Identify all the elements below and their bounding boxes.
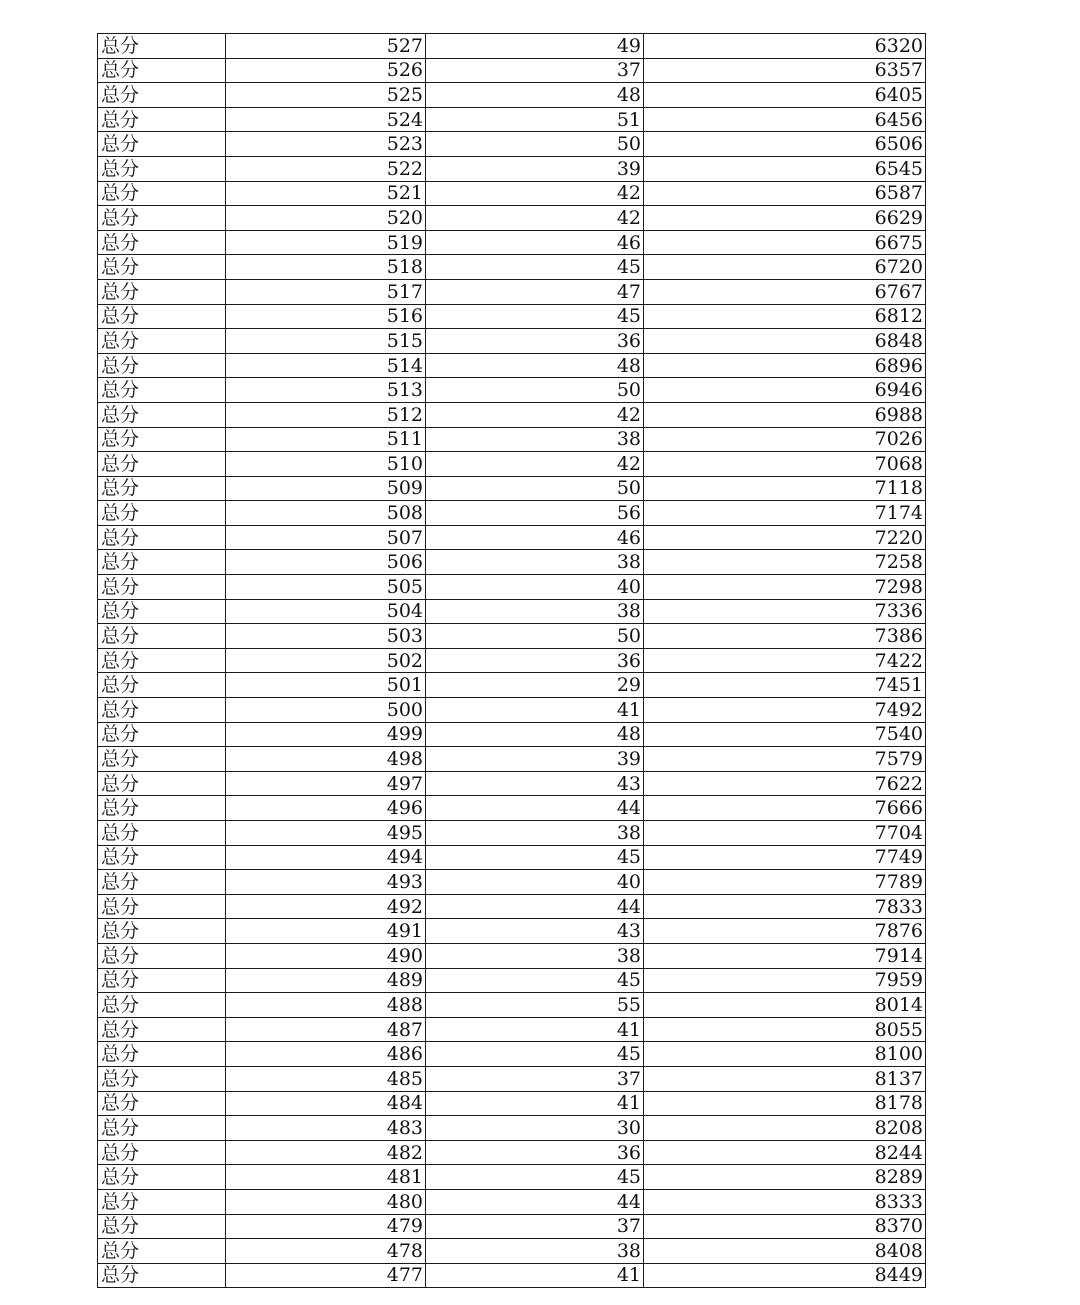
subject-label-cell: 总分 <box>98 771 226 796</box>
count-cell: 47 <box>426 279 644 304</box>
score-cell: 483 <box>226 1116 426 1141</box>
subject-label-cell: 总分 <box>98 1091 226 1116</box>
count-cell: 46 <box>426 525 644 550</box>
cumulative-count-cell: 6587 <box>644 181 926 206</box>
subject-label-cell: 总分 <box>98 648 226 673</box>
count-cell: 38 <box>426 943 644 968</box>
subject-label-cell: 总分 <box>98 1042 226 1067</box>
count-cell: 36 <box>426 648 644 673</box>
table-row <box>98 771 926 796</box>
count-cell: 42 <box>426 181 644 206</box>
score-cell: 498 <box>226 747 426 772</box>
count-cell: 51 <box>426 107 644 132</box>
table-row <box>98 476 926 501</box>
table-row <box>98 575 926 600</box>
cumulative-count-cell: 7959 <box>644 968 926 993</box>
count-cell: 41 <box>426 1091 644 1116</box>
score-cell: 494 <box>226 845 426 870</box>
count-cell: 44 <box>426 1189 644 1214</box>
subject-label-cell: 总分 <box>98 329 226 354</box>
cumulative-count-cell: 6456 <box>644 107 926 132</box>
table-row <box>98 255 926 280</box>
count-cell: 46 <box>426 230 644 255</box>
table-row <box>98 1091 926 1116</box>
score-cell: 480 <box>226 1189 426 1214</box>
score-cell: 507 <box>226 525 426 550</box>
table-row <box>98 402 926 427</box>
table-row <box>98 550 926 575</box>
count-cell: 56 <box>426 501 644 526</box>
table-row <box>98 107 926 132</box>
count-cell: 41 <box>426 1263 644 1288</box>
cumulative-count-cell: 8408 <box>644 1239 926 1264</box>
table-row <box>98 1214 926 1239</box>
cumulative-count-cell: 7118 <box>644 476 926 501</box>
score-cell: 495 <box>226 821 426 846</box>
count-cell: 48 <box>426 83 644 108</box>
cumulative-count-cell: 8370 <box>644 1214 926 1239</box>
subject-label-cell: 总分 <box>98 993 226 1018</box>
count-cell: 41 <box>426 1017 644 1042</box>
cumulative-count-cell: 8100 <box>644 1042 926 1067</box>
table-row <box>98 427 926 452</box>
cumulative-count-cell: 8289 <box>644 1165 926 1190</box>
score-cell: 513 <box>226 378 426 403</box>
table-body <box>98 34 926 1288</box>
table-row <box>98 1066 926 1091</box>
count-cell: 55 <box>426 993 644 1018</box>
cumulative-count-cell: 6767 <box>644 279 926 304</box>
cumulative-count-cell: 8178 <box>644 1091 926 1116</box>
subject-label-cell: 总分 <box>98 722 226 747</box>
subject-label-cell: 总分 <box>98 1017 226 1042</box>
count-cell: 41 <box>426 698 644 723</box>
table-row <box>98 796 926 821</box>
count-cell: 50 <box>426 378 644 403</box>
count-cell: 39 <box>426 747 644 772</box>
count-cell: 29 <box>426 673 644 698</box>
subject-label-cell: 总分 <box>98 206 226 231</box>
table-row <box>98 698 926 723</box>
score-cell: 512 <box>226 402 426 427</box>
cumulative-count-cell: 7622 <box>644 771 926 796</box>
table-row <box>98 501 926 526</box>
count-cell: 38 <box>426 821 644 846</box>
score-cell: 491 <box>226 919 426 944</box>
subject-label-cell: 总分 <box>98 599 226 624</box>
count-cell: 37 <box>426 1214 644 1239</box>
table-row <box>98 1165 926 1190</box>
table-row <box>98 1263 926 1288</box>
count-cell: 48 <box>426 722 644 747</box>
cumulative-count-cell: 7540 <box>644 722 926 747</box>
table-row <box>98 894 926 919</box>
cumulative-count-cell: 7876 <box>644 919 926 944</box>
score-cell: 490 <box>226 943 426 968</box>
cumulative-count-cell: 7298 <box>644 575 926 600</box>
cumulative-count-cell: 6896 <box>644 353 926 378</box>
cumulative-count-cell: 8014 <box>644 993 926 1018</box>
cumulative-count-cell: 7386 <box>644 624 926 649</box>
subject-label-cell: 总分 <box>98 821 226 846</box>
table-row <box>98 1189 926 1214</box>
table-row <box>98 722 926 747</box>
score-cell: 492 <box>226 894 426 919</box>
score-cell: 502 <box>226 648 426 673</box>
cumulative-count-cell: 7749 <box>644 845 926 870</box>
count-cell: 45 <box>426 845 644 870</box>
count-cell: 50 <box>426 624 644 649</box>
subject-label-cell: 总分 <box>98 427 226 452</box>
subject-label-cell: 总分 <box>98 452 226 477</box>
count-cell: 45 <box>426 1042 644 1067</box>
count-cell: 40 <box>426 870 644 895</box>
score-cell: 500 <box>226 698 426 723</box>
count-cell: 40 <box>426 575 644 600</box>
score-cell: 506 <box>226 550 426 575</box>
count-cell: 38 <box>426 1239 644 1264</box>
count-cell: 38 <box>426 599 644 624</box>
subject-label-cell: 总分 <box>98 353 226 378</box>
score-cell: 481 <box>226 1165 426 1190</box>
table-row <box>98 279 926 304</box>
table-row <box>98 968 926 993</box>
subject-label-cell: 总分 <box>98 181 226 206</box>
table-row <box>98 870 926 895</box>
subject-label-cell: 总分 <box>98 1165 226 1190</box>
cumulative-count-cell: 6988 <box>644 402 926 427</box>
subject-label-cell: 总分 <box>98 870 226 895</box>
table-row <box>98 845 926 870</box>
score-cell: 501 <box>226 673 426 698</box>
count-cell: 49 <box>426 34 644 59</box>
cumulative-count-cell: 7666 <box>644 796 926 821</box>
score-cell: 510 <box>226 452 426 477</box>
cumulative-count-cell: 8055 <box>644 1017 926 1042</box>
count-cell: 45 <box>426 304 644 329</box>
cumulative-count-cell: 7451 <box>644 673 926 698</box>
score-cell: 519 <box>226 230 426 255</box>
score-cell: 493 <box>226 870 426 895</box>
table-row <box>98 34 926 59</box>
cumulative-count-cell: 8244 <box>644 1140 926 1165</box>
subject-label-cell: 总分 <box>98 673 226 698</box>
subject-label-cell: 总分 <box>98 1116 226 1141</box>
score-cell: 504 <box>226 599 426 624</box>
subject-label-cell: 总分 <box>98 501 226 526</box>
count-cell: 44 <box>426 894 644 919</box>
score-cell: 486 <box>226 1042 426 1067</box>
cumulative-count-cell: 7704 <box>644 821 926 846</box>
subject-label-cell: 总分 <box>98 698 226 723</box>
table-row <box>98 304 926 329</box>
table-row <box>98 648 926 673</box>
count-cell: 30 <box>426 1116 644 1141</box>
subject-label-cell: 总分 <box>98 107 226 132</box>
cumulative-count-cell: 6320 <box>644 34 926 59</box>
cumulative-count-cell: 7579 <box>644 747 926 772</box>
table-row <box>98 452 926 477</box>
score-cell: 523 <box>226 132 426 157</box>
cumulative-count-cell: 8333 <box>644 1189 926 1214</box>
table-row <box>98 525 926 550</box>
score-cell: 485 <box>226 1066 426 1091</box>
table-row <box>98 156 926 181</box>
score-cell: 509 <box>226 476 426 501</box>
cumulative-count-cell: 7336 <box>644 599 926 624</box>
subject-label-cell: 总分 <box>98 550 226 575</box>
count-cell: 42 <box>426 206 644 231</box>
cumulative-count-cell: 7914 <box>644 943 926 968</box>
score-distribution-table <box>97 33 926 1288</box>
score-cell: 522 <box>226 156 426 181</box>
cumulative-count-cell: 7220 <box>644 525 926 550</box>
count-cell: 45 <box>426 968 644 993</box>
table-row <box>98 83 926 108</box>
subject-label-cell: 总分 <box>98 525 226 550</box>
table-row <box>98 132 926 157</box>
score-cell: 488 <box>226 993 426 1018</box>
cumulative-count-cell: 7068 <box>644 452 926 477</box>
count-cell: 43 <box>426 919 644 944</box>
table-row <box>98 599 926 624</box>
table-row <box>98 821 926 846</box>
cumulative-count-cell: 7833 <box>644 894 926 919</box>
score-cell: 516 <box>226 304 426 329</box>
table-row <box>98 993 926 1018</box>
cumulative-count-cell: 6720 <box>644 255 926 280</box>
count-cell: 45 <box>426 255 644 280</box>
table-row <box>98 1116 926 1141</box>
subject-label-cell: 总分 <box>98 476 226 501</box>
cumulative-count-cell: 6848 <box>644 329 926 354</box>
subject-label-cell: 总分 <box>98 1140 226 1165</box>
cumulative-count-cell: 6946 <box>644 378 926 403</box>
score-cell: 520 <box>226 206 426 231</box>
cumulative-count-cell: 6812 <box>644 304 926 329</box>
cumulative-count-cell: 7789 <box>644 870 926 895</box>
count-cell: 37 <box>426 1066 644 1091</box>
score-cell: 499 <box>226 722 426 747</box>
table-row <box>98 1042 926 1067</box>
cumulative-count-cell: 6357 <box>644 58 926 83</box>
table-row <box>98 1017 926 1042</box>
count-cell: 39 <box>426 156 644 181</box>
score-cell: 477 <box>226 1263 426 1288</box>
score-cell: 518 <box>226 255 426 280</box>
subject-label-cell: 总分 <box>98 1263 226 1288</box>
cumulative-count-cell: 7492 <box>644 698 926 723</box>
count-cell: 48 <box>426 353 644 378</box>
score-cell: 497 <box>226 771 426 796</box>
count-cell: 45 <box>426 1165 644 1190</box>
table-row <box>98 1140 926 1165</box>
score-cell: 478 <box>226 1239 426 1264</box>
table-row <box>98 943 926 968</box>
score-cell: 524 <box>226 107 426 132</box>
subject-label-cell: 总分 <box>98 1239 226 1264</box>
table-row <box>98 378 926 403</box>
score-cell: 505 <box>226 575 426 600</box>
score-cell: 515 <box>226 329 426 354</box>
score-cell: 508 <box>226 501 426 526</box>
subject-label-cell: 总分 <box>98 156 226 181</box>
table-row <box>98 230 926 255</box>
score-cell: 526 <box>226 58 426 83</box>
count-cell: 50 <box>426 132 644 157</box>
cumulative-count-cell: 6545 <box>644 156 926 181</box>
count-cell: 36 <box>426 1140 644 1165</box>
subject-label-cell: 总分 <box>98 624 226 649</box>
count-cell: 42 <box>426 452 644 477</box>
table-row <box>98 673 926 698</box>
subject-label-cell: 总分 <box>98 796 226 821</box>
count-cell: 37 <box>426 58 644 83</box>
score-cell: 511 <box>226 427 426 452</box>
score-cell: 517 <box>226 279 426 304</box>
score-cell: 525 <box>226 83 426 108</box>
subject-label-cell: 总分 <box>98 83 226 108</box>
cumulative-count-cell: 7422 <box>644 648 926 673</box>
cumulative-count-cell: 7174 <box>644 501 926 526</box>
count-cell: 44 <box>426 796 644 821</box>
subject-label-cell: 总分 <box>98 255 226 280</box>
score-cell: 496 <box>226 796 426 821</box>
table-row <box>98 58 926 83</box>
table-row <box>98 919 926 944</box>
table-row <box>98 624 926 649</box>
table-row <box>98 353 926 378</box>
count-cell: 38 <box>426 427 644 452</box>
cumulative-count-cell: 6405 <box>644 83 926 108</box>
subject-label-cell: 总分 <box>98 230 226 255</box>
cumulative-count-cell: 6629 <box>644 206 926 231</box>
subject-label-cell: 总分 <box>98 968 226 993</box>
score-cell: 479 <box>226 1214 426 1239</box>
subject-label-cell: 总分 <box>98 279 226 304</box>
table-row <box>98 206 926 231</box>
subject-label-cell: 总分 <box>98 894 226 919</box>
table-row <box>98 747 926 772</box>
subject-label-cell: 总分 <box>98 34 226 59</box>
subject-label-cell: 总分 <box>98 378 226 403</box>
cumulative-count-cell: 8137 <box>644 1066 926 1091</box>
subject-label-cell: 总分 <box>98 919 226 944</box>
subject-label-cell: 总分 <box>98 304 226 329</box>
cumulative-count-cell: 8449 <box>644 1263 926 1288</box>
table-row <box>98 1239 926 1264</box>
subject-label-cell: 总分 <box>98 747 226 772</box>
score-cell: 489 <box>226 968 426 993</box>
subject-label-cell: 总分 <box>98 1189 226 1214</box>
score-cell: 503 <box>226 624 426 649</box>
score-cell: 484 <box>226 1091 426 1116</box>
count-cell: 36 <box>426 329 644 354</box>
score-cell: 521 <box>226 181 426 206</box>
subject-label-cell: 总分 <box>98 58 226 83</box>
count-cell: 43 <box>426 771 644 796</box>
cumulative-count-cell: 7026 <box>644 427 926 452</box>
table-row <box>98 329 926 354</box>
cumulative-count-cell: 7258 <box>644 550 926 575</box>
subject-label-cell: 总分 <box>98 1214 226 1239</box>
subject-label-cell: 总分 <box>98 132 226 157</box>
score-cell: 527 <box>226 34 426 59</box>
cumulative-count-cell: 6675 <box>644 230 926 255</box>
subject-label-cell: 总分 <box>98 845 226 870</box>
score-cell: 514 <box>226 353 426 378</box>
count-cell: 38 <box>426 550 644 575</box>
count-cell: 42 <box>426 402 644 427</box>
score-cell: 487 <box>226 1017 426 1042</box>
score-cell: 482 <box>226 1140 426 1165</box>
count-cell: 50 <box>426 476 644 501</box>
subject-label-cell: 总分 <box>98 943 226 968</box>
subject-label-cell: 总分 <box>98 1066 226 1091</box>
subject-label-cell: 总分 <box>98 402 226 427</box>
cumulative-count-cell: 8208 <box>644 1116 926 1141</box>
cumulative-count-cell: 6506 <box>644 132 926 157</box>
table-row <box>98 181 926 206</box>
subject-label-cell: 总分 <box>98 575 226 600</box>
